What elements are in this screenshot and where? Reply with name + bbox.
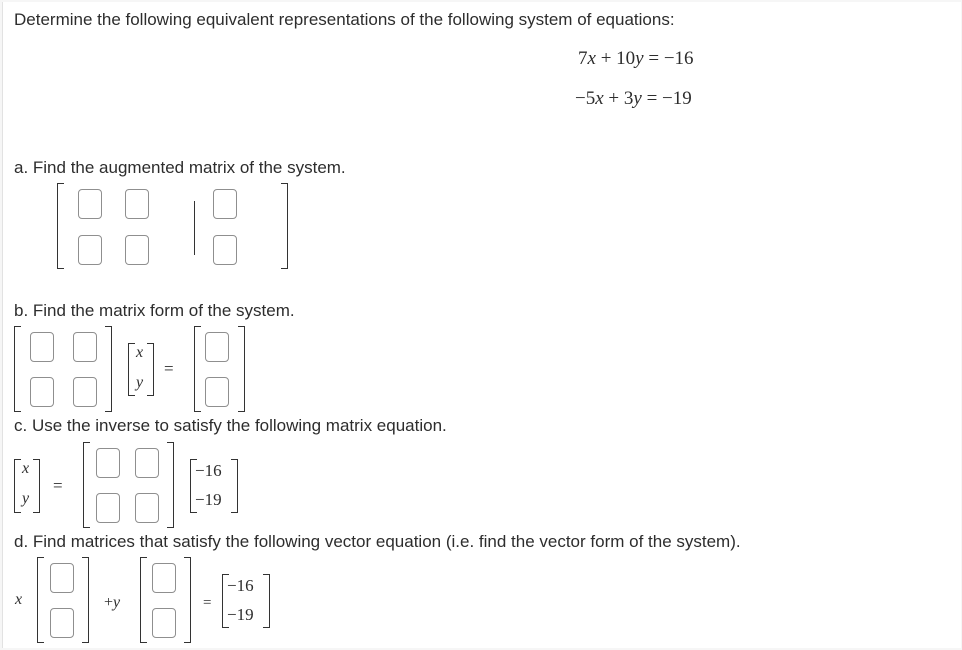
augmented-input-r1c2[interactable]	[125, 189, 149, 219]
equation-2-equals: =	[646, 88, 658, 109]
equals-b: =	[164, 359, 174, 378]
inverse-matrix-right-bracket	[167, 442, 174, 528]
question-prompt: Determine the following equivalent representations of the following system of equations:	[14, 10, 675, 29]
coef-x: x	[15, 591, 23, 608]
coef-matrix-input-r1c2[interactable]	[73, 332, 97, 362]
inverse-matrix-input-r2c2[interactable]	[135, 493, 159, 523]
equation-2-rhs: −19	[662, 88, 692, 109]
inverse-matrix-input-r2c1[interactable]	[96, 493, 120, 523]
var-vector-b-right-bracket	[147, 343, 154, 396]
y-vector-right-bracket	[184, 557, 191, 643]
augmented-input-r2c1[interactable]	[78, 235, 102, 265]
const-vector-d-value-2: −19	[227, 605, 254, 624]
const-vector-c-right-bracket	[231, 459, 238, 513]
y-vector-input-r2[interactable]	[152, 608, 176, 638]
augmented-input-r1c3[interactable]	[213, 189, 237, 219]
equation-2-lhs: −5x + 3y	[575, 88, 642, 109]
part-d-label: d. Find matrices that satisfy the following vector equation (i.e. find the vector form of the system).	[14, 532, 741, 551]
var-vector-b-left-bracket	[128, 343, 135, 396]
const-vector-b-left-bracket	[194, 326, 201, 412]
part-b-label: b. Find the matrix form of the system.	[14, 301, 295, 320]
var-vector-b-y: y	[136, 374, 144, 391]
x-vector-left-bracket	[37, 557, 44, 643]
y-vector-left-bracket	[140, 557, 147, 643]
matrix-b-right-bracket	[105, 326, 112, 412]
coef-matrix-input-r2c2[interactable]	[73, 377, 97, 407]
equation-1-rhs: −16	[663, 48, 694, 69]
equation-1	[578, 48, 694, 70]
const-vector-d-right-bracket	[263, 574, 270, 628]
y-vector-input-r1[interactable]	[152, 563, 176, 593]
inverse-matrix-input-r1c2[interactable]	[135, 448, 159, 478]
coef-matrix-input-r1c1[interactable]	[30, 332, 54, 362]
equation-1-equals: =	[648, 48, 660, 69]
x-vector-input-r2[interactable]	[50, 608, 74, 638]
matrix-b-left-bracket	[14, 326, 21, 412]
const-vector-input-r2[interactable]	[205, 377, 229, 407]
const-vector-b-right-bracket	[238, 326, 245, 412]
plus-y: +y	[104, 594, 121, 611]
part-c-label: c. Use the inverse to satisfy the following matrix equation.	[14, 416, 447, 435]
x-vector-input-r1[interactable]	[50, 563, 74, 593]
inverse-matrix-left-bracket	[83, 442, 90, 528]
augmented-input-r1c1[interactable]	[78, 189, 102, 219]
augmented-input-r2c3[interactable]	[213, 235, 237, 265]
const-vector-input-r1[interactable]	[205, 332, 229, 362]
var-vector-b-x: x	[136, 344, 144, 361]
equals-c: =	[53, 476, 63, 495]
augmented-divider	[194, 201, 195, 255]
augmented-right-bracket	[281, 183, 288, 269]
inverse-matrix-input-r1c1[interactable]	[96, 448, 120, 478]
const-vector-d-value-1: −16	[227, 576, 254, 595]
equation-2	[575, 88, 692, 110]
augmented-input-r2c2[interactable]	[125, 235, 149, 265]
var-vector-c-left-bracket	[14, 459, 21, 513]
equation-1-lhs: 7x + 10y	[578, 48, 644, 69]
equals-d: =	[203, 595, 212, 611]
var-vector-c-y: y	[22, 490, 30, 507]
coef-matrix-input-r2c1[interactable]	[30, 377, 54, 407]
var-vector-c-x: x	[22, 460, 30, 477]
part-a-label: a. Find the augmented matrix of the system.	[14, 158, 346, 177]
const-vector-c-value-1: −16	[195, 461, 222, 480]
var-vector-c-right-bracket	[33, 459, 40, 513]
augmented-left-bracket	[57, 183, 64, 269]
const-vector-c-value-2: −19	[195, 490, 222, 509]
x-vector-right-bracket	[82, 557, 89, 643]
